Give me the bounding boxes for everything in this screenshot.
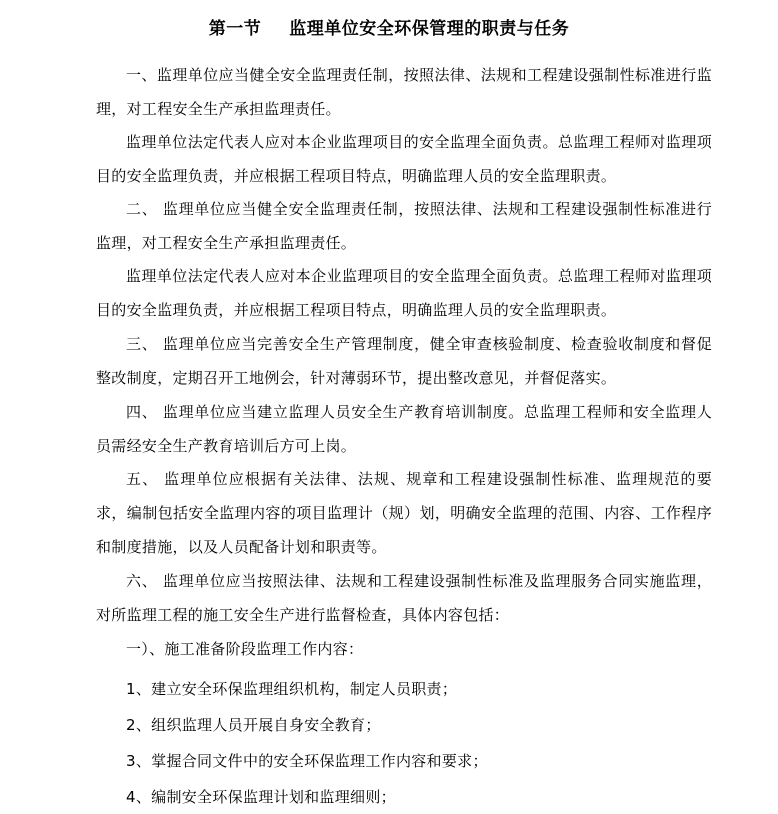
paragraph-1: 一、监理单位应当健全安全监理责任制，按照法律、法规和工程建设强制性标准进行监理，对工程安全生产承担监理责任。 bbox=[96, 66, 712, 118]
list-item-4: 4、编制安全环保监理计划和监理细则； bbox=[126, 788, 396, 806]
paragraph-6: 四、 监理单位应当建立监理人员安全生产教育培训制度。总监理工程师和安全监理人员需经安全生产教育培训后方可上岗。 bbox=[96, 403, 712, 455]
paragraph-8: 六、 监理单位应当按照法律、法规和工程建设强制性标准及监理服务合同实施监理，对所监理工程的施工安全生产进行监督检查，具体内容包括： bbox=[96, 572, 712, 624]
section-heading bbox=[0, 18, 778, 40]
list-item-2: 2、组织监理人员开展自身安全教育； bbox=[126, 716, 381, 734]
list-item-3: 3、掌握合同文件中的安全环保监理工作内容和要求； bbox=[126, 752, 488, 770]
paragraph-7: 五、 监理单位应根据有关法律、法规、规章和工程建设强制性标准、监理规范的要求，编制包括安全监理内容的项目监理计（规）划，明确安全监理的范围、内容、工作程序和制度措施，以及人员配备计划和职责等。 bbox=[96, 470, 712, 556]
section-number: 第一节 bbox=[208, 19, 262, 39]
section-title: 监理单位安全环保管理的职责与任务 bbox=[289, 19, 570, 39]
list-heading: 一）、施工准备阶段监理工作内容： bbox=[126, 640, 364, 658]
list-item-1: 1、建立安全环保监理组织机构，制定人员职责； bbox=[126, 680, 458, 698]
paragraph-3: 二、 监理单位应当健全安全监理责任制，按照法律、法规和工程建设强制性标准进行监理，对工程安全生产承担监理责任。 bbox=[96, 200, 712, 252]
paragraph-4: 监理单位法定代表人应对本企业监理项目的安全监理全面负责。总监理工程师对监理项目的安全监理负责，并应根据工程项目特点，明确监理人员的安全监理职责。 bbox=[96, 267, 712, 319]
paragraph-5: 三、 监理单位应当完善安全生产管理制度，健全审查核验制度、检查验收制度和督促整改制度，定期召开工地例会，针对薄弱环节，提出整改意见，并督促落实。 bbox=[96, 335, 712, 387]
paragraph-2: 监理单位法定代表人应对本企业监理项目的安全监理全面负责。总监理工程师对监理项目的安全监理负责，并应根据工程项目特点，明确监理人员的安全监理职责。 bbox=[96, 133, 712, 185]
